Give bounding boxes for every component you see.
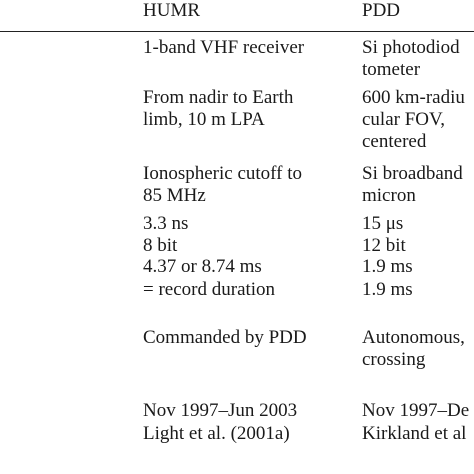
cell-line: crossing [362, 349, 426, 370]
cell-line: From nadir to Earth [143, 87, 294, 108]
table-cell [362, 423, 474, 445]
cell-line: Nov 1997–Jun 2003 [143, 400, 298, 421]
table-cell [143, 423, 348, 445]
table-cell [143, 213, 348, 235]
cell-line: 8 bit [143, 235, 178, 256]
cell-line: Si photodiod [362, 37, 460, 58]
table-header [0, 0, 474, 28]
table-cell [143, 327, 348, 349]
cell-line: = record duration [143, 279, 276, 300]
cell-line: tometer [362, 59, 421, 80]
header-rule [0, 31, 474, 32]
cell-line: 85 MHz [143, 185, 206, 206]
table-cell [362, 87, 474, 153]
table-cell [362, 37, 474, 81]
table-cell [143, 400, 348, 422]
table-cell [362, 256, 474, 278]
cell-line: Nov 1997–De [362, 400, 470, 421]
table-cell [362, 400, 474, 422]
header-humr: HUMR [143, 0, 201, 21]
cell-line: 15 μs [362, 213, 404, 234]
table-cell [362, 327, 474, 371]
table-cell [143, 163, 348, 207]
table-cell [143, 279, 348, 301]
cell-line: 600 km-radiu [362, 87, 465, 108]
cell-line: Si broadband [362, 163, 463, 184]
cell-line: limb, 10 m LPA [143, 109, 265, 130]
cell-line: Autonomous, [362, 327, 465, 348]
cell-line: 1.9 ms [362, 279, 413, 300]
cell-line: 1-band VHF receiver [143, 37, 305, 58]
cell-line: centered [362, 131, 427, 152]
table-cell [143, 87, 348, 131]
cell-line: 12 bit [362, 235, 406, 256]
table-cell [143, 37, 348, 59]
cell-line: Kirkland et al [362, 423, 467, 444]
table-cell [362, 279, 474, 301]
table-cell [362, 235, 474, 257]
cell-line: cular FOV, [362, 109, 446, 130]
table-cell [362, 213, 474, 235]
cell-line: micron [362, 185, 416, 206]
header-pdd: PDD [362, 0, 401, 21]
cell-line: 3.3 ns [143, 213, 189, 234]
cell-line: Light et al. (2001a) [143, 423, 290, 444]
cell-line: 1.9 ms [362, 256, 413, 277]
cell-line: 4.37 or 8.74 ms [143, 256, 262, 277]
cell-line: Commanded by PDD [143, 327, 307, 348]
table-cell [143, 235, 348, 257]
table-cell [362, 163, 474, 207]
table-cell [143, 256, 348, 278]
cell-line: Ionospheric cutoff to [143, 163, 302, 184]
